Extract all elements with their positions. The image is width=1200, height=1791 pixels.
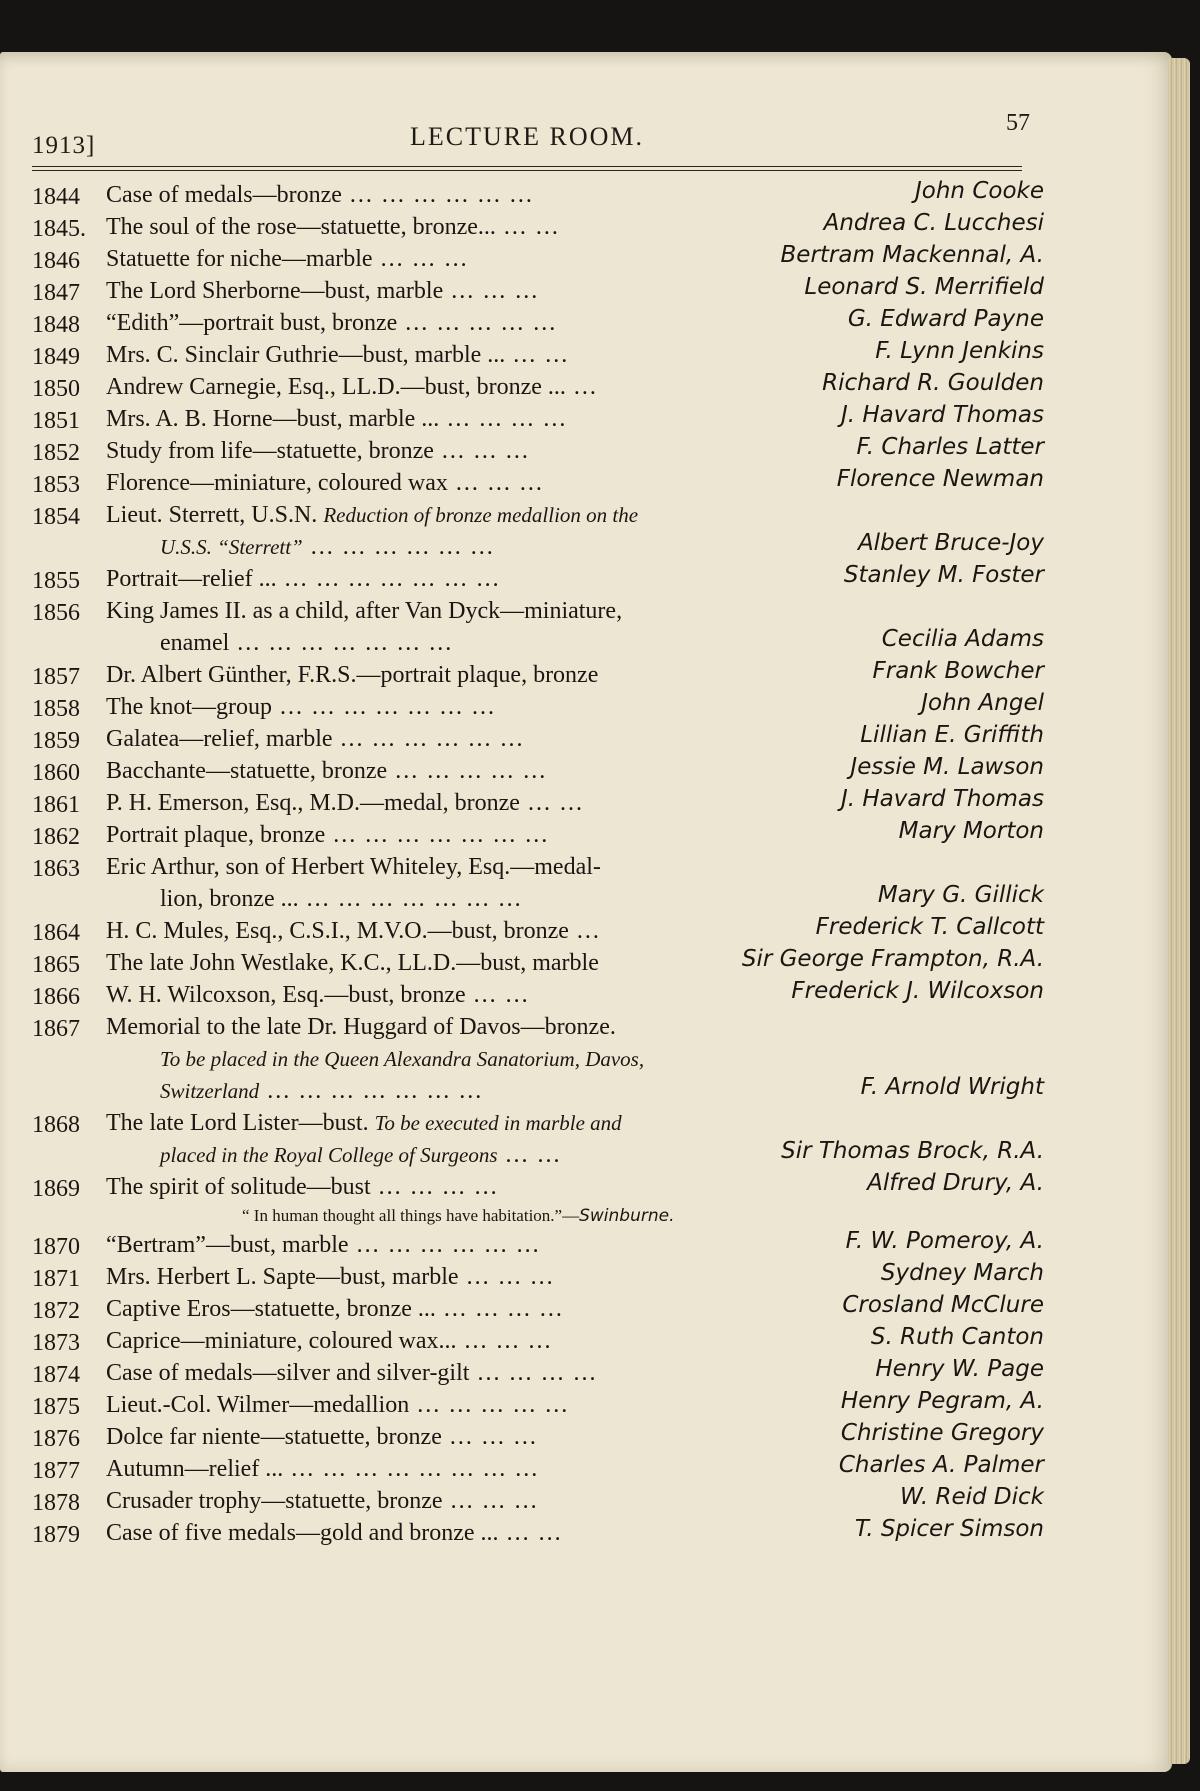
entry-artist: Albert Bruce-Joy <box>857 530 1044 556</box>
entry-title <box>106 566 501 593</box>
entry-number: 1861 <box>32 792 80 818</box>
leader-dots: ... ... <box>519 790 584 816</box>
entry-number: 1859 <box>32 728 80 754</box>
catalogue-entry <box>32 978 1044 1014</box>
entry-title-text: The late John Westlake, K.C., LL.D.—bust, marble <box>106 950 599 976</box>
leader-dots: ... ... ... ... ... ... <box>302 534 495 560</box>
leader-dots: ... ... ... <box>442 1488 539 1514</box>
entry-title <box>106 1174 499 1201</box>
leader-dots: ... ... ... <box>441 1424 538 1450</box>
entry-title <box>106 662 598 689</box>
leader-dots: ... ... <box>495 214 560 240</box>
leader-dots: ... ... ... ... ... <box>397 310 558 336</box>
entry-number: 1851 <box>32 408 80 434</box>
catalogue-entry <box>32 1014 1032 1046</box>
catalogue-entry <box>32 1452 1044 1488</box>
entry-number: 1868 <box>32 1112 80 1138</box>
entry-title <box>106 1110 622 1137</box>
entry-title <box>106 310 557 337</box>
entry-number: 1853 <box>32 472 80 498</box>
leader-dots: ... ... ... ... ... <box>387 758 548 784</box>
entry-continuation-text <box>160 886 523 913</box>
entry-artist: Christine Gregory <box>840 1420 1044 1446</box>
entry-title-text: The soul of the rose—statuette, bronze... <box>106 214 496 240</box>
entry-artist: F. W. Pomeroy, A. <box>845 1228 1044 1254</box>
header-rule <box>32 166 1022 171</box>
leader-dots: ... ... ... ... ... ... <box>341 182 534 208</box>
entry-title <box>106 182 534 209</box>
entry-number: 1849 <box>32 344 80 370</box>
entry-artist: J. Havard Thomas <box>840 402 1044 428</box>
entry-note: To be executed in marble and <box>374 1111 622 1135</box>
entry-artist: John Cooke <box>915 178 1044 204</box>
entry-title <box>106 406 567 433</box>
entry-title-text: Caprice—miniature, coloured wax... <box>106 1328 457 1354</box>
entry-title <box>106 1264 555 1291</box>
entry-title-text: Mrs. A. B. Horne—bust, marble ... <box>106 406 440 432</box>
entry-number: 1878 <box>32 1490 80 1516</box>
leader-dots: ... <box>568 918 601 944</box>
entry-number: 1866 <box>32 984 80 1010</box>
entry-continuation-text <box>160 534 495 561</box>
entry-title <box>106 822 549 849</box>
leader-dots: ... ... <box>498 1520 563 1546</box>
entry-continuation-text <box>160 630 453 657</box>
entry-title <box>106 1520 563 1547</box>
entry-artist: Charles A. Palmer <box>838 1452 1044 1478</box>
catalogue-entry <box>32 1516 1044 1552</box>
entry-title <box>106 1456 539 1483</box>
entry-title-text: W. H. Wilcoxson, Esq.—bust, bronze <box>106 982 466 1008</box>
entry-note2: placed in the Royal College of Surgeons <box>160 1143 498 1167</box>
entry-number: 1872 <box>32 1298 80 1324</box>
entry-title <box>106 502 638 529</box>
entry-artist: F. Charles Latter <box>856 434 1044 460</box>
entry-title-text: The spirit of solitude—bust <box>106 1174 371 1200</box>
leader-dots: ... ... ... ... <box>439 406 568 432</box>
entry-title <box>106 598 622 625</box>
entry-artist: Crosland McClure <box>842 1292 1044 1318</box>
entry-artist: Andrea C. Lucchesi <box>823 210 1044 236</box>
entry-artist: Florence Newman <box>836 466 1044 492</box>
entry-artist: Sir Thomas Brock, R.A. <box>781 1138 1044 1164</box>
entry-number: 1848 <box>32 312 80 338</box>
entry-title <box>106 1328 553 1355</box>
entry-title-text: King James II. as a child, after Van Dyck—miniature, <box>106 598 623 624</box>
entry-artist: Frank Bowcher <box>872 658 1044 684</box>
entry-number: 1864 <box>32 920 80 946</box>
entry-artist: Cecilia Adams <box>881 626 1044 652</box>
entry-artist: S. Ruth Canton <box>870 1324 1044 1350</box>
entry-number: 1865 <box>32 952 80 978</box>
entry-title-text: H. C. Mules, Esq., C.S.I., M.V.O.—bust, bronze <box>106 918 569 944</box>
entry-title-text: Mrs. C. Sinclair Guthrie—bust, marble ... <box>106 342 506 368</box>
entry-artist: Jessie M. Lawson <box>850 754 1044 780</box>
entry-title <box>106 246 469 273</box>
entry-title <box>106 214 560 241</box>
entry-number: 1856 <box>32 600 80 626</box>
leader-dots: ... ... ... <box>458 1264 555 1290</box>
entry-number: 1850 <box>32 376 80 402</box>
entry-title-text: “Edith”—portrait bust, bronze <box>106 310 398 336</box>
leader-dots: ... ... ... ... ... ... ... <box>298 886 523 912</box>
entry-artist: T. Spicer Simson <box>854 1516 1044 1542</box>
entry-continuation <box>32 1074 1044 1110</box>
entry-title-text: The Lord Sherborne—bust, marble <box>106 278 444 304</box>
entry-number: 1845. <box>32 216 86 242</box>
entry-number: 1863 <box>32 856 80 882</box>
entry-title <box>106 982 530 1009</box>
entry-title-text: Memorial to the late Dr. Huggard of Davos—bronze. <box>106 1014 616 1040</box>
entry-title-text: Captive Eros—statuette, bronze ... <box>106 1296 436 1322</box>
leader-dots: ... ... ... <box>456 1328 553 1354</box>
entry-continuation-text <box>160 1142 562 1169</box>
entry-title-text: P. H. Emerson, Esq., M.D.—medal, bronze <box>106 790 520 816</box>
entry-number: 1860 <box>32 760 80 786</box>
catalogue-entry <box>32 818 1044 854</box>
entry-artist: F. Arnold Wright <box>860 1074 1044 1100</box>
entry-title-text: Galatea—relief, marble <box>106 726 333 752</box>
entry-number: 1877 <box>32 1458 80 1484</box>
leader-dots: ... ... ... ... ... ... ... <box>259 1078 484 1104</box>
leader-dots: ... ... <box>505 342 570 368</box>
entry-title-text: Bacchante—statuette, bronze <box>106 758 388 784</box>
entry-title-text: Eric Arthur, son of Herbert Whiteley, Esq.—medal- <box>106 854 601 880</box>
entry-artist: Sir George Frampton, R.A. <box>741 946 1044 972</box>
leader-dots: ... ... ... ... <box>370 1174 499 1200</box>
entry-title <box>106 278 539 305</box>
entry-number: 1867 <box>32 1016 80 1042</box>
entry-number: 1876 <box>32 1426 80 1452</box>
leader-dots: ... ... ... <box>447 470 544 496</box>
entry-note <box>160 1046 644 1073</box>
leader-dots: ... ... ... <box>433 438 530 464</box>
entry-title-text: Dr. Albert Günther, F.R.S.—portrait plaque, bronze <box>106 662 599 688</box>
entry-title-text: Portrait plaque, bronze <box>106 822 326 848</box>
entry-title <box>106 1232 541 1259</box>
entry-number: 1847 <box>32 280 80 306</box>
entry-artist: Henry Pegram, A. <box>840 1388 1044 1414</box>
entry-title <box>106 1360 597 1387</box>
leader-dots: ... ... ... ... ... ... <box>348 1232 541 1258</box>
entry-title-text: Dolce far niente—statuette, bronze <box>106 1424 442 1450</box>
entry-title <box>106 758 547 785</box>
leader-dots: ... ... ... ... ... <box>409 1392 570 1418</box>
entry-number: 1870 <box>32 1234 80 1260</box>
entry-artist: Alfred Drury, A. <box>867 1170 1044 1196</box>
entry-artist: Mary Morton <box>898 818 1044 844</box>
leader-dots: ... ... <box>497 1142 562 1168</box>
header-year: 1913] <box>32 132 96 159</box>
entry-title <box>106 342 569 369</box>
leader-dots: ... ... ... ... ... ... ... <box>276 566 501 592</box>
entry-number: 1852 <box>32 440 80 466</box>
entry-continuation-text <box>160 1078 483 1105</box>
entry-title-text: Case of five medals—gold and bronze ... <box>106 1520 499 1546</box>
quotation <box>242 1206 675 1226</box>
entry-number: 1855 <box>32 568 80 594</box>
leader-dots: ... ... ... ... ... ... ... <box>271 694 496 720</box>
leader-dots: ... <box>565 374 598 400</box>
entry-title-text: Crusader trophy—statuette, bronze <box>106 1488 443 1514</box>
entry-title <box>106 1424 538 1451</box>
entry-title-text: The late Lord Lister—bust. <box>106 1110 369 1136</box>
running-header <box>32 104 1030 159</box>
entry-title <box>106 1392 569 1419</box>
entry-title-text: Lieut.-Col. Wilmer—medallion <box>106 1392 410 1418</box>
entry-note-text: To be placed in the Queen Alexandra Sanatorium, Davos, <box>160 1047 645 1071</box>
entry-title-text: Andrew Carnegie, Esq., LL.D.—bust, bronze ... <box>106 374 566 400</box>
entry-title-text: Florence—miniature, coloured wax <box>106 470 448 496</box>
entry-title-text: Autumn—relief ... <box>106 1456 284 1482</box>
entry-number: 1874 <box>32 1362 80 1388</box>
entry-number: 1879 <box>32 1522 80 1548</box>
catalogue-entry <box>32 466 1044 502</box>
leader-dots: ... ... ... <box>372 246 469 272</box>
leader-dots: ... ... ... ... ... ... <box>332 726 525 752</box>
entry-title-text: The knot—group <box>106 694 272 720</box>
entry-artist: Stanley M. Foster <box>843 562 1044 588</box>
catalogue-list <box>32 178 1044 1552</box>
leader-dots: ... ... ... ... <box>435 1296 564 1322</box>
leader-dots: ... ... <box>465 982 530 1008</box>
entry-note: Reduction of bronze medallion on the <box>323 503 639 527</box>
entry-title <box>106 694 496 721</box>
entry-number: 1857 <box>32 664 80 690</box>
entry-artist: Henry W. Page <box>875 1356 1044 1382</box>
page-number: 57 <box>1006 110 1030 136</box>
entry-title <box>106 726 525 753</box>
entry-number: 1854 <box>32 504 80 530</box>
entry-number: 1869 <box>32 1176 80 1202</box>
entry-title <box>106 438 530 465</box>
catalogue-entry <box>32 786 1044 822</box>
entry-title-text: “Bertram”—bust, marble <box>106 1232 349 1258</box>
entry-title <box>106 918 601 945</box>
entry-artist: Sydney March <box>880 1260 1044 1286</box>
catalogue-entry <box>32 562 1044 598</box>
entry-note2: U.S.S. “Sterrett” <box>160 535 303 559</box>
leader-dots: ... ... ... ... <box>469 1360 598 1386</box>
entry-title-text: Lieut. Sterrett, U.S.N. <box>106 502 318 528</box>
entry-title <box>106 374 598 401</box>
entry-number: 1875 <box>32 1394 80 1420</box>
leader-dots: ... ... ... ... ... ... ... ... <box>283 1456 540 1482</box>
entry-artist: G. Edward Payne <box>847 306 1044 332</box>
page-title: LECTURE ROOM. <box>410 122 644 151</box>
entry-artist: Bertram Mackennal, A. <box>780 242 1044 268</box>
entry-title-text: Mrs. Herbert L. Sapte—bust, marble <box>106 1264 459 1290</box>
entry-title <box>106 790 584 817</box>
entry-title-text: Statuette for niche—marble <box>106 246 373 272</box>
entry-artist: Lillian E. Griffith <box>860 722 1044 748</box>
entry-number: 1846 <box>32 248 80 274</box>
page-edges <box>1168 58 1190 1764</box>
entry-line2: lion, bronze ... <box>160 886 299 912</box>
entry-artist: Frederick T. Callcott <box>815 914 1044 940</box>
entry-title <box>106 470 544 497</box>
entry-artist: Leonard S. Merrifield <box>804 274 1044 300</box>
leader-dots: ... ... ... ... ... ... ... <box>325 822 550 848</box>
quote-text: “ In human thought all things have habitation.”— <box>242 1206 580 1225</box>
leader-dots: ... ... ... ... ... ... ... <box>229 630 454 656</box>
entry-number: 1871 <box>32 1266 80 1292</box>
entry-title <box>106 1296 564 1323</box>
entry-artist: Frederick J. Wilcoxson <box>791 978 1044 1004</box>
leader-dots: ... ... ... <box>443 278 540 304</box>
entry-line2: enamel <box>160 630 230 656</box>
entry-artist: John Angel <box>921 690 1044 716</box>
catalogue-entry <box>32 1170 1044 1206</box>
entry-number: 1858 <box>32 696 80 722</box>
entry-artist: Mary G. Gillick <box>877 882 1044 908</box>
catalogue-entry <box>32 658 1044 694</box>
entry-title <box>106 1014 616 1041</box>
entry-note2: Switzerland <box>160 1079 260 1103</box>
entry-number: 1844 <box>32 184 80 210</box>
entry-title-text: Case of medals—silver and silver-gilt <box>106 1360 470 1386</box>
entry-title-text: Study from life—statuette, bronze <box>106 438 434 464</box>
entry-artist: Richard R. Goulden <box>822 370 1044 396</box>
entry-title-text: Portrait—relief ... <box>106 566 277 592</box>
entry-artist: F. Lynn Jenkins <box>875 338 1044 364</box>
entry-number: 1862 <box>32 824 80 850</box>
entry-title-text: Case of medals—bronze <box>106 182 342 208</box>
entry-artist: W. Reid Dick <box>900 1484 1044 1510</box>
entry-title <box>106 950 599 977</box>
entry-artist: J. Havard Thomas <box>840 786 1044 812</box>
entry-title <box>106 854 601 881</box>
entry-number: 1873 <box>32 1330 80 1356</box>
quote-source: Swinburne. <box>579 1206 675 1226</box>
entry-title <box>106 1488 539 1515</box>
